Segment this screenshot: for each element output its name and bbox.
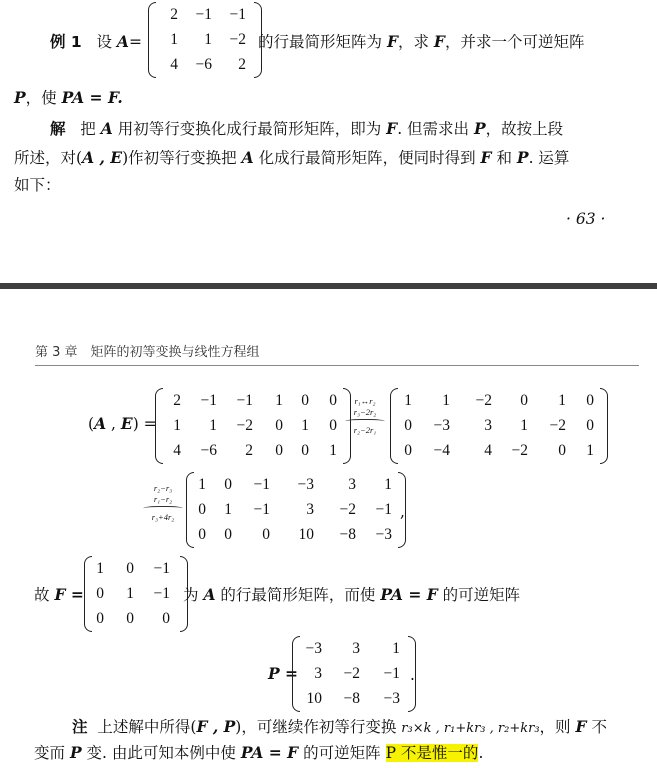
solution-line-1: 解 把 A 用初等行变换化成行最简形矩阵，即为 F. 但需求出 P，故按上段 (50, 119, 564, 138)
row-ops-2: r₂−r₃ r₁−r₂ r₃+4r₂ (142, 483, 184, 523)
chapter-header: 第 3 章 矩阵的初等变换与线性方程组 (35, 345, 260, 360)
note-line-1: 注 上述解中所得(F , P)，可继续作初等行变换 r₃×k , r₁+kr₃ , r₂+kr₃，则 F 不 (72, 717, 607, 736)
result-text: 为 A 的行最简形矩阵，而使 PA = F 的可逆矩阵 (183, 585, 521, 604)
result-f-label: 故 F = (34, 585, 84, 604)
row-ops-1: r₁↔r₂ r₃−2r₂ r₂−2r₁ (344, 396, 386, 436)
step3-comma: , (400, 503, 405, 521)
matrix-a: 2 −1 −1 1 1 −2 4 −6 2 (148, 2, 262, 78)
example-text: 设 (96, 33, 112, 51)
example-text-continued: 的行最简形矩阵为 F，求 F，并求一个可逆矩阵 (258, 32, 585, 51)
example-line-1 (50, 30, 142, 52)
header-rule (35, 365, 639, 366)
var-a: A (116, 32, 129, 51)
solution-label: 解 (50, 120, 66, 138)
example-line-2: P，使 PA = F. (14, 88, 123, 107)
equals-sign: = (128, 33, 142, 51)
result-p-label: P = (268, 664, 299, 683)
note-label: 注 (72, 718, 88, 736)
note-line-2: 变而 P 变. 由此可知本例中使 PA = F 的可逆矩阵 P 不是惟一的. (34, 743, 484, 762)
page-divider (0, 283, 657, 289)
matrix-step-3: 1 0 −1 −3 3 1 0 1 −1 3 −2 −1 0 0 0 10 −8 −3 (186, 472, 406, 548)
ae-label: (A , E) = (88, 414, 157, 433)
matrix-f: 1 0 −1 0 1 −1 0 0 0 (84, 556, 188, 632)
solution-line-2: 所述，对(A , E)作初等行变换把 A 化成行最简形矩阵，便同时得到 F 和 P. 运算 (14, 148, 570, 167)
matrix-p: −3 3 1 3 −2 −1 10 −8 −3 (292, 636, 416, 712)
solution-line-3: 如下： (14, 176, 61, 194)
example-label: 例 1 (50, 33, 82, 51)
matrix-step-2: 1 1 −2 0 1 0 0 −3 3 1 −2 0 0 −4 4 −2 0 1 (390, 388, 608, 464)
highlighted-phrase: P 不是惟一的 (385, 744, 479, 762)
page-number: · 63 · (566, 210, 606, 228)
p-period: . (410, 666, 415, 684)
matrix-ae: 2 −1 −1 1 0 0 1 1 −2 0 1 0 4 −6 2 0 0 1 (155, 388, 351, 464)
